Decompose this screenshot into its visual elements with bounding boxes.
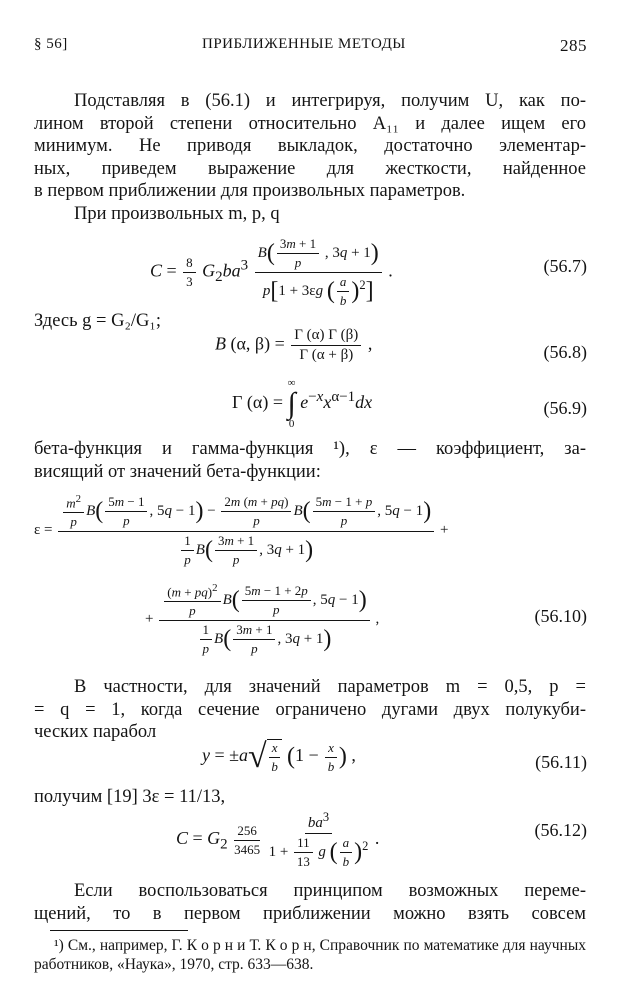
paragraph-4 xyxy=(34,676,586,744)
text-line: ных, приведем выражение для жесткости, найденное xyxy=(34,158,586,179)
page-number: 285 xyxy=(560,36,587,55)
here-line: Здесь g = G₂/G₁; xyxy=(34,311,161,331)
text-line: Подставляя в (56.1) и интегрируя, получим U, как по- xyxy=(74,91,586,111)
footnote-rule xyxy=(50,930,188,931)
paragraph-3 xyxy=(34,438,586,483)
text-line: Если воспользоваться принципом возможных переме- xyxy=(74,881,586,901)
equation-label: (56.8) xyxy=(543,342,587,362)
equation-label: (56.9) xyxy=(543,398,587,418)
footnote: ¹) См., например, Г. К о р н и Т. К о р н, Справочник по математике для научных работников, «Наука», 1970, стр. 633—638. xyxy=(34,937,586,973)
text-line: минимум. Не приводя выкладок, достаточно элементар- xyxy=(34,136,586,157)
text-line: В частности, для значений параметров m = 0,5, p = xyxy=(74,677,586,697)
paragraph-1 xyxy=(34,90,586,203)
paragraph-2: При произвольных m, p, q xyxy=(74,204,280,224)
running-title: ПРИБЛИЖЕННЫЕ МЕТОДЫ xyxy=(202,36,406,52)
equation-label: (56.7) xyxy=(543,256,587,276)
text-line: висящий от значений бета-функции: xyxy=(34,461,321,482)
equation-56-10-part-1: ε = $\frac{m^2}{p}$ B( $\frac{5m - 1}{p}$ , 5q − 1) − $\frac{2m (m + pq)}{p}$ B( $\frac{5m - 1 + p}{p}$ , 5q − 1) $\frac{1}{p}$ B( $\frac{3m + 1}{p}$ , 3q + 1) + xyxy=(34,493,449,568)
equation-label: (56.10) xyxy=(534,606,587,626)
equation-56-12: $C = G_2$ $\frac{256}{3465}$ $ba^3$ 1 + $\frac{11}{13}$ g ( $\frac{a}{b}$ )$^2$ . xyxy=(176,810,380,869)
equation-56-9: Γ (α) = ∞ ∫ 0 $e^{-x}x^{\alpha-1}dx$ xyxy=(232,377,373,430)
equation-56-10-part-2: + $\frac{(m + pq)^2}{p}$ B( $\frac{5m - 1 + 2p}{p}$ , 5q − 1) $\frac{1}{p}$ B( $\frac{3m + 1}{p}$ , 3q + 1) , xyxy=(145,582,380,657)
equation-56-11: y = ±a√ $\frac{x}{b}$ (1 − $\frac{x}{b}$ ) , xyxy=(202,738,356,775)
equation-56-8: B (α, β) = $\frac{\Gamma (\alpha) \Gamma (\beta)}{\Gamma (\alpha + \beta)}$ , xyxy=(215,327,373,363)
text-line: лином второй степени относительно A₁₁ и далее ищем его xyxy=(34,113,586,134)
paragraph-6 xyxy=(34,880,586,925)
equation-label: (56.12) xyxy=(534,820,587,840)
text-line: ческих парабол xyxy=(34,722,157,743)
paragraph-5: получим [19] 3ε = 11/13, xyxy=(34,787,226,807)
text-line: бета-функция и гамма-функция ¹), ε — коэффициент, за- xyxy=(34,439,586,459)
equation-label: (56.11) xyxy=(535,752,587,772)
text-line: = q = 1, когда сечение ограничено дугами двух полукуби- xyxy=(34,699,586,720)
equation-56-7: C = $\frac{8}{3}$ $G_2ba^3$ B( $\frac{3m + 1}{p}$ , 3q + 1) p[1 + 3εg ( $\frac{a}{b}$ )$^2$] . xyxy=(150,236,393,308)
section-ref: § 56] xyxy=(34,36,68,52)
text-line: щений, то в первом приближении можно взять совсем xyxy=(34,903,586,924)
text-line: в первом приближении для произвольных параметров. xyxy=(34,181,466,202)
